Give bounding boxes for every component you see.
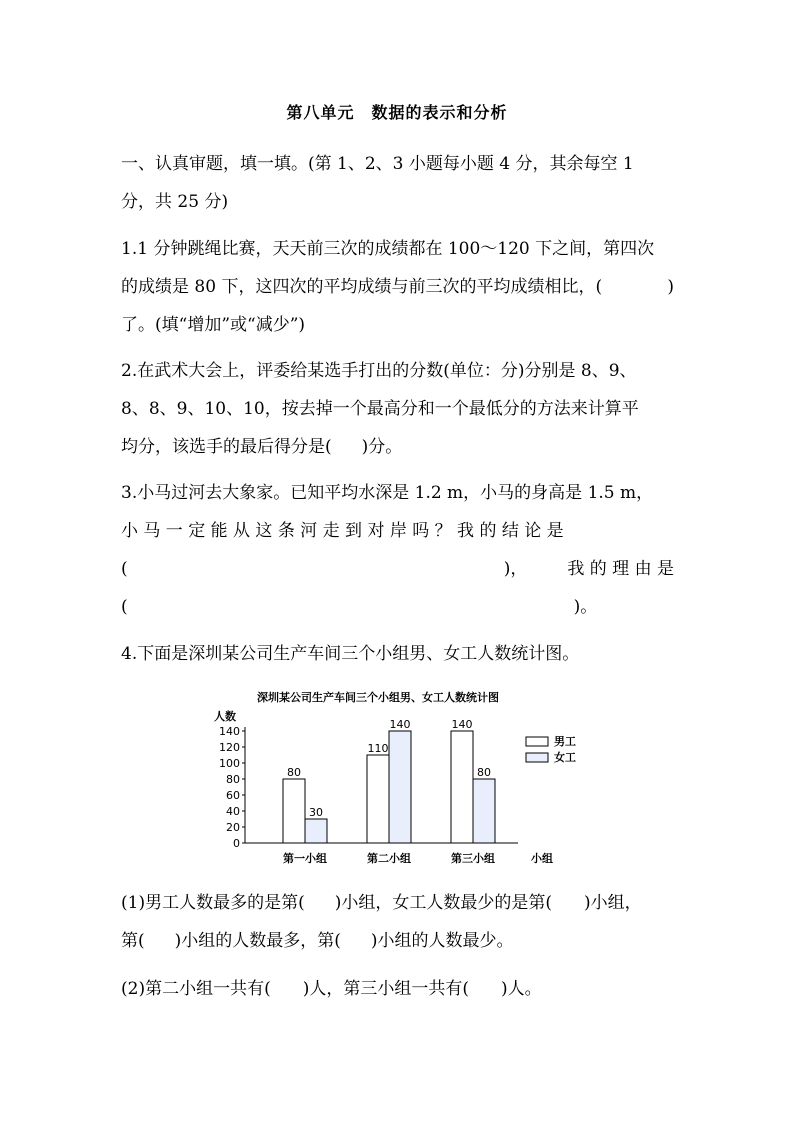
legend-swatch-male (526, 737, 548, 746)
bar-value-label: 30 (309, 806, 323, 819)
question-4 (121, 635, 674, 673)
y-tick-label: 40 (226, 805, 240, 818)
x-tick-label: 第三小组 (451, 852, 495, 865)
q4-sub1-line-2 (121, 922, 674, 960)
q1-line-2 (121, 268, 674, 306)
bar-female (389, 731, 411, 843)
legend-label-male: 男工 (554, 735, 576, 748)
x-axis-label: 小组 (531, 852, 553, 865)
y-tick-label: 140 (219, 725, 240, 738)
q4-sub1-text-b: )小组，女工人数最少的是第( (334, 893, 552, 913)
y-tick-label: 20 (226, 821, 240, 834)
bar-female (305, 819, 327, 843)
question-4-sub-1 (121, 884, 674, 960)
q1-line-3: 了。(填“增加”或“减少”) (121, 315, 306, 335)
question-4-sub-2 (121, 970, 674, 1008)
q2-line-2: 8、8、9、10、10，按去掉一个最高分和一个最低分的方法来计算平 (121, 399, 639, 419)
q4-sub1-text-c: )小组， (583, 893, 642, 913)
legend-swatch-female (526, 753, 548, 762)
legend-label-female: 女工 (554, 751, 576, 764)
q4-sub1-line-1 (121, 884, 674, 922)
q2-line-3-text: 均分，该选手的最后得分是( (121, 437, 332, 457)
bar-female (473, 779, 495, 843)
q4-sub1-text-e: )小组的人数最多，第( (174, 931, 341, 951)
bar-value-label: 110 (367, 742, 389, 755)
q3-line-4 (121, 588, 674, 626)
q4-sub1-text-d: 第( (121, 931, 145, 951)
q1-line-1: 1.1 分钟跳绳比赛，天天前三次的成绩都在 100～120 下之间，第四次 (121, 239, 655, 259)
x-tick-label: 第二小组 (367, 852, 411, 865)
question-1 (121, 230, 674, 344)
y-tick-label: 60 (226, 789, 240, 802)
bar-value-label: 140 (451, 718, 473, 731)
q2-line-3-end: )分。 (361, 437, 403, 457)
q3-reason-blank-close: )。 (573, 597, 598, 617)
section-instructions (121, 145, 674, 221)
q2-line-3 (121, 428, 674, 466)
y-tick-label: 120 (219, 741, 240, 754)
q4-sub1-text-f: )小组的人数最少。 (370, 931, 514, 951)
y-tick-label: 80 (226, 773, 240, 786)
section-line-2: 分，共 25 分) (121, 192, 229, 212)
q2-line-1: 2.在武术大会上，评委给某选手打出的分数(单位：分)分别是 8、9、 (121, 361, 637, 381)
q3-conclusion-blank-open: ( (121, 559, 128, 579)
q3-line-1: 3.小马过河去大象家。已知平均水深是 1.2 m，小马的身高是 1.5 m， (121, 483, 654, 503)
page-title: 第八单元 数据的表示和分析 (286, 103, 508, 122)
x-tick-label: 第一小组 (283, 852, 327, 865)
q3-reason-label: 我 的 理 由 是 (567, 559, 674, 579)
question-3 (121, 474, 674, 626)
q4-sub1-text-a: (1)男工人数最多的是第( (121, 893, 305, 913)
q3-line-3 (121, 550, 674, 588)
chart-title: 深圳某公司生产车间三个小组男、女工人数统计图 (257, 691, 499, 704)
q4-intro: 4.下面是深圳某公司生产车间三个小组男、女工人数统计图。 (121, 644, 580, 664)
q3-line-2: 小 马 一 定 能 从 这 条 河 走 到 对 岸 吗 ？ 我 的 结 论 是 (121, 521, 564, 541)
q3-reason-blank-open: ( (121, 597, 128, 617)
y-axis-label: 人数 (214, 710, 236, 723)
bar-value-label: 80 (477, 766, 491, 779)
q1-line-2-text: 的成绩是 80 下，这四次的平均成绩与前三次的平均成绩相比，( (121, 277, 603, 297)
q1-answer-blank-close: ) (667, 277, 674, 297)
bar-chart (200, 684, 600, 874)
question-2 (121, 352, 674, 466)
bar-value-label: 80 (287, 766, 301, 779)
q4-sub2-text-a: (2)第二小组一共有( (121, 979, 271, 999)
bar-male (367, 755, 389, 843)
bar-male (451, 731, 473, 843)
q4-sub2-line (121, 970, 674, 1008)
y-tick-label: 0 (233, 837, 240, 850)
bar-male (283, 779, 305, 843)
q3-conclusion-blank-close: )， (503, 559, 528, 579)
y-tick-label: 100 (219, 757, 240, 770)
bar-value-label: 140 (389, 718, 411, 731)
q4-sub2-text-b: )人，第三小组一共有( (302, 979, 469, 999)
q4-sub2-text-c: )人。 (500, 979, 542, 999)
section-line-1: 一、认真审题，填一填。(第 1、2、3 小题每小题 4 分，其余每空 1 (121, 154, 634, 174)
